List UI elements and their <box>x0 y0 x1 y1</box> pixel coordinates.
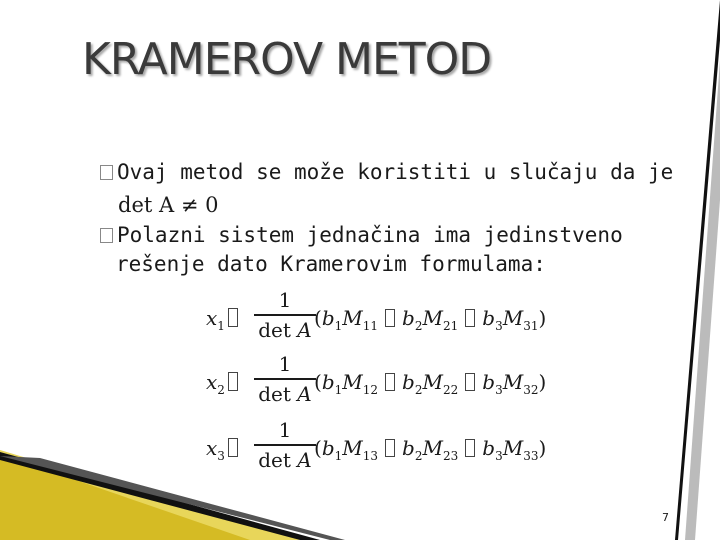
missing-glyph-icon <box>228 308 238 327</box>
stripe-right-gray <box>685 60 720 540</box>
bullet-text-1: Ovaj metod se može koristiti u slučaju da je <box>117 160 674 184</box>
formula-variable: $x_2$ <box>206 370 225 397</box>
formula-fraction: 1 det A <box>254 418 316 472</box>
formula-sum: ($b_1M_{11}$ $b_2M_{21}$ $b_3M_{31}$) <box>314 306 547 333</box>
bullet-item-2 <box>100 223 623 247</box>
formula-variable: $x_3$ <box>206 436 225 463</box>
missing-glyph-icon <box>465 373 475 391</box>
formula-variable: $x_1$ <box>206 306 225 333</box>
formula-sum: ($b_1M_{13}$ $b_2M_{23}$ $b_3M_{33}$) <box>314 436 547 463</box>
bullet-item-1 <box>100 160 673 184</box>
missing-glyph-icon <box>228 372 238 391</box>
slide-title: KRAMEROV METOD <box>82 34 492 85</box>
missing-glyph-icon <box>385 309 395 327</box>
bullet-box-icon <box>100 228 113 243</box>
bullet-item-2-continued: rešenje dato Kramerovim formulama: <box>116 252 546 276</box>
bullet-box-icon <box>100 165 113 180</box>
formula-fraction: 1 det A <box>254 288 316 342</box>
missing-glyph-icon <box>465 309 475 327</box>
decorative-bottom-stripes <box>0 450 720 540</box>
formula-sum: ($b_1M_{12}$ $b_2M_{22}$ $b_3M_{32}$) <box>314 370 547 397</box>
page-number: 7 <box>662 511 669 524</box>
formula-fraction: 1 det A <box>254 352 316 406</box>
missing-glyph-icon <box>385 373 395 391</box>
determinant-condition: det A ≠ 0 <box>118 193 219 217</box>
bullet-text-2: Polazni sistem jednačina ima jedinstveno <box>117 223 623 247</box>
decorative-right-stripes <box>675 0 720 540</box>
